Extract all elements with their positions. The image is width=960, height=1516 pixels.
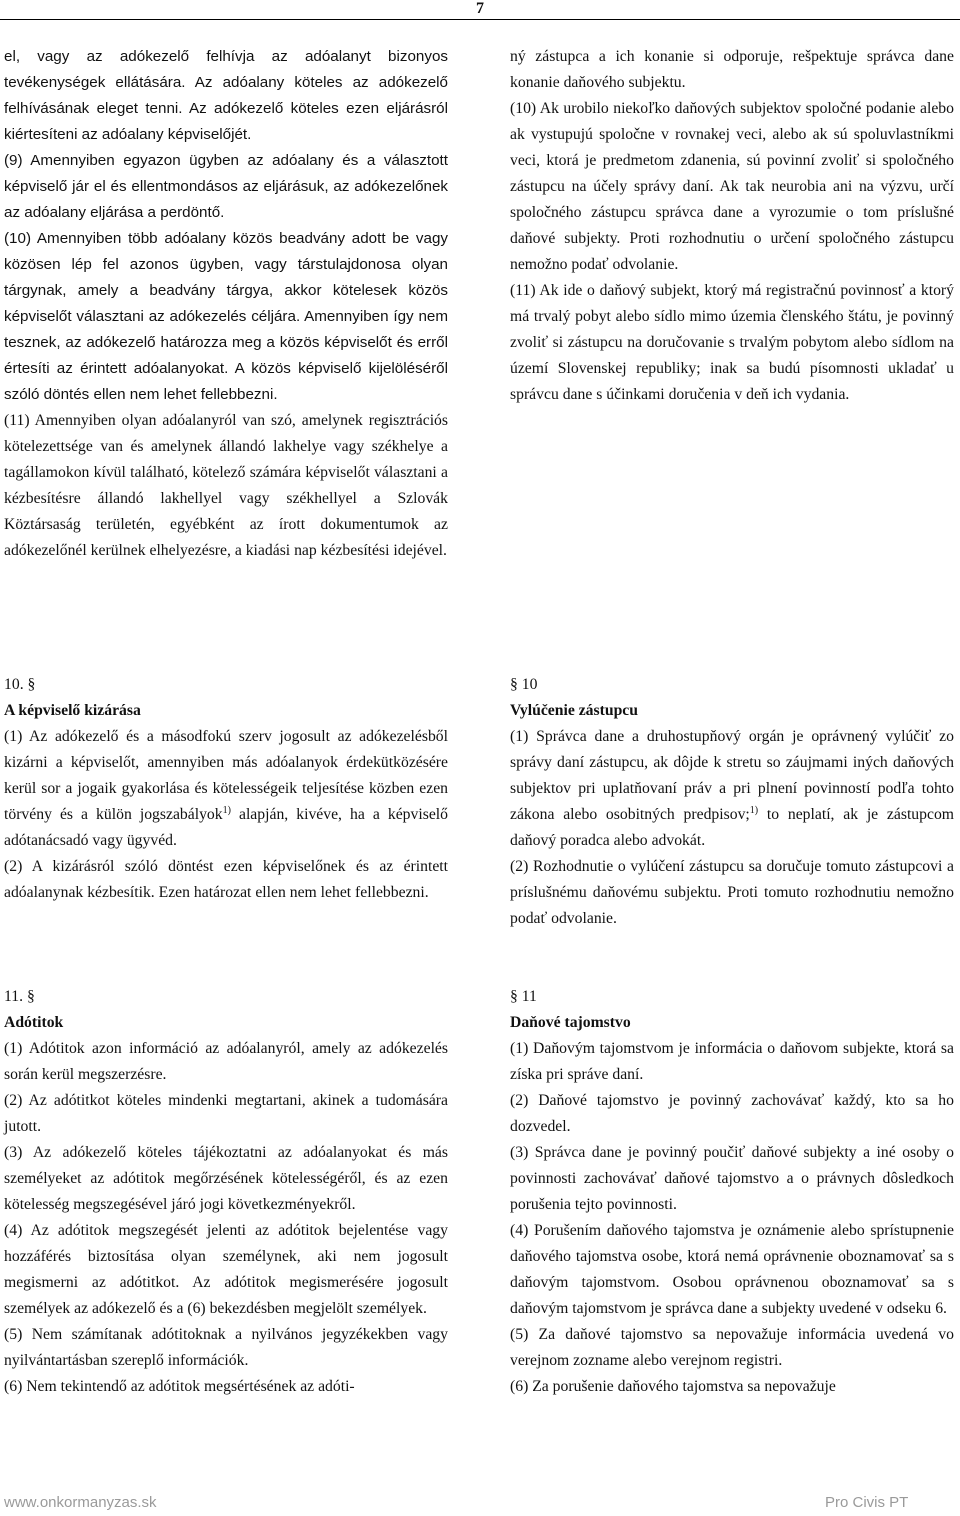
paragraph: (11) Amennyiben olyan adóalanyról van szó, amelynek regisztrációs kötelezettsége van és amelynek állandó lakhelye vagy székhelye a tagállamokon kívül található, kötelező számára képviselőt választani a kézbesítésre állandó lakhellyel vagy székhellyel a Szlovák Köztársaság területén, egyébként az írott dokumentumok az adókezelőnél kerülnek elhelyezésre, a kiadási nap kézbesítési idejével. (4, 412, 448, 559)
header-rule (0, 19, 960, 20)
paragraph: (3) Správca dane je povinný poučiť daňové subjekty a iné osoby o povinnosti zachovávať daňové tajomstvo a o právnych dôsledkoch porušenia tejto povinnosti. (510, 1144, 954, 1213)
paragraph-text: (1) Az adókezelő és a másodfokú szerv jogosult az adókezelésből kizárni a képviselőt, amennyiben más adóalanyok érdekütközésére kerül sor a jogaik gyakorlása és kötelességeik teljesítése közben ezen törvény és a külön jogszabályok (4, 728, 448, 823)
paragraph: (9) Amennyiben egyazon ügyben az adóalany és a választott képviselő jár el és ellentmondásos az eljárásuk, az adókezelőnek az adóalany eljárása a perdöntő. (4, 152, 448, 221)
paragraph: (2) Daňové tajomstvo je povinný zachovávať každý, kto sa ho dozvedel. (510, 1092, 954, 1135)
section-number: 10. § (4, 676, 36, 693)
section-title: Daňové tajomstvo (510, 1014, 631, 1031)
paragraph-text: to neplatí, ak je zástupcom daňový poradca alebo advokát. (510, 806, 954, 849)
paragraph (510, 724, 954, 854)
paragraph: el, vagy az adókezelő felhívja az adóalanyt bizonyos tevékenységek ellátására. Az adóalany köteles az adókezelő felhívásának eleget tenni. Az adókezelő köteles ezen eljárásról kiértesíteni az adóalany képviselőjét. (4, 48, 448, 143)
paragraph-text: (1) Správca dane a druhostupňový orgán je oprávnený vylúčiť zo správy daní zástupcu, ak dôjde k stretu so záujmami iných daňových subjektov pri uplatňovaní práv a pri plnení povinností podľa tohto zákona alebo osobitných predpisov; (510, 728, 954, 823)
section-title: Adótitok (4, 1014, 64, 1031)
paragraph: (4) Porušením daňového tajomstva je oznámenie alebo sprístupnenie daňového tajomstva osobe, ktorá nemá oprávnenie oboznamovať sa s daňovým tajomstvom. Osobou oprávnenou oboznamovať sa s daňovým tajomstvom je správca dane a subjekty uvedené v odseku 6. (510, 1222, 954, 1317)
paragraph: (2) Az adótitkot köteles mindenki megtartani, akinek a tudomására jutott. (4, 1092, 448, 1135)
section-10-hungarian (4, 672, 448, 906)
paragraph: (4) Az adótitok megszegését jelenti az adótitok bejelentése vagy hozzáférés biztosítása olyan személynek, aki nem jogosult megismerni az adótitkot. Az adótitok megismerésére jogosult személyek az adókezelő és a (6) bekezdésben megjelölt személyek. (4, 1222, 448, 1317)
section-11-hungarian (4, 984, 448, 1400)
footnote-ref: 1) (749, 805, 759, 816)
footer-publisher: Pro Civis PT (825, 1494, 909, 1511)
paragraph: ný zástupca a ich konanie si odporuje, rešpektuje správca dane konanie daňového subjektu. (510, 48, 954, 91)
paragraph: (5) Za daňové tajomstvo sa nepovažuje informácia uvedená vo verejnom zozname alebo verejnom registri. (510, 1326, 954, 1369)
paragraph: (10) Amennyiben több adóalany közös beadvány adott be vagy közösen lép fel azonos ügyben, vagy társtulajdonosa olyan tárgynak, amely a beadvány tárgya, akkor kötelesek közös képviselőt választani az adókezelés céljára. Amennyiben így nem tesznek, az adókezelő határozza meg a közös képviselőt és erről értesíti az érintett adóalanyokat. A közös képviselő kijelöléséről szóló döntés ellen nem lehet fellebbezni. (4, 230, 448, 403)
paragraph: (6) Nem tekintendő az adótitok megsértésének az adóti- (4, 1378, 355, 1395)
upper-right-column (510, 44, 954, 408)
section-11-slovak (510, 984, 954, 1400)
paragraph: (1) Adótitok azon információ az adóalanyról, amely az adókezelés során kerül megszerzésre. (4, 1040, 448, 1083)
section-number: 11. § (4, 988, 35, 1005)
page-number: 7 (476, 0, 484, 17)
paragraph: (2) A kizárásról szóló döntést ezen képviselőnek és az érintett adóalanynak kézbesítik. Ezen határozat ellen nem lehet fellebbezni. (4, 858, 448, 901)
upper-left-column (4, 44, 448, 564)
paragraph: (11) Ak ide o daňový subjekt, ktorý má registračnú povinnosť a ktorý má trvalý pobyt alebo sídlo mimo územia členského štátu, je povinný zvoliť si zástupcu na doručovanie s trvalým pobytom alebo sídlom na území Slovenskej republiky; inak sa budú písomnosti ukladať u správcu dane s účinkami doručenia v deň ich vydania. (510, 282, 954, 403)
paragraph: (6) Za porušenie daňového tajomstva sa nepovažuje (510, 1378, 836, 1395)
paragraph: (10) Ak urobilo niekoľko daňových subjektov spoločné podanie alebo ak vystupujú spoločne v rovnakej veci, alebo ak sú spoluvlastníkmi veci, ktorá je predmetom zdanenia, sú povinní zvoliť si spoločného zástupcu na účely správy daní. Ak tak neurobia ani na výzvu, určí spoločného zástupcu správca dane a vyrozumie o tom príslušné daňové subjekty. Proti rozhodnutiu o určení spoločného zástupcu nemožno podať odvolanie. (510, 100, 954, 273)
section-10-slovak (510, 672, 954, 932)
section-number: § 11 (510, 988, 537, 1005)
section-number: § 10 (510, 676, 538, 693)
footnote-ref: 1) (222, 805, 231, 816)
paragraph: (5) Nem számítanak adótitoknak a nyilvános jegyzékekben vagy nyilvántartásban szereplő információk. (4, 1326, 448, 1369)
paragraph-text: alapján, kivéve, ha a képviselő adótanácsadó vagy ügyvéd. (4, 806, 448, 849)
paragraph (4, 724, 448, 854)
paragraph: (3) Az adókezelő köteles tájékoztatni az adóalanyokat és más személyeket az adótitok megőrzésének kötelességéről, és az ezen kötelesség megszegésével járó jogi következményekről. (4, 1144, 448, 1213)
section-title: Vylúčenie zástupcu (510, 702, 638, 719)
paragraph: (2) Rozhodnutie o vylúčení zástupcu sa doručuje tomuto zástupcovi a príslušnému daňovému subjektu. Proti tomuto rozhodnutiu nemožno podať odvolanie. (510, 858, 954, 927)
footer-website: www.onkormanyzas.sk (4, 1494, 157, 1511)
paragraph: (1) Daňovým tajomstvom je informácia o daňovom subjekte, ktorá sa získa pri správe daní. (510, 1040, 954, 1083)
section-title: A képviselő kizárása (4, 702, 141, 719)
